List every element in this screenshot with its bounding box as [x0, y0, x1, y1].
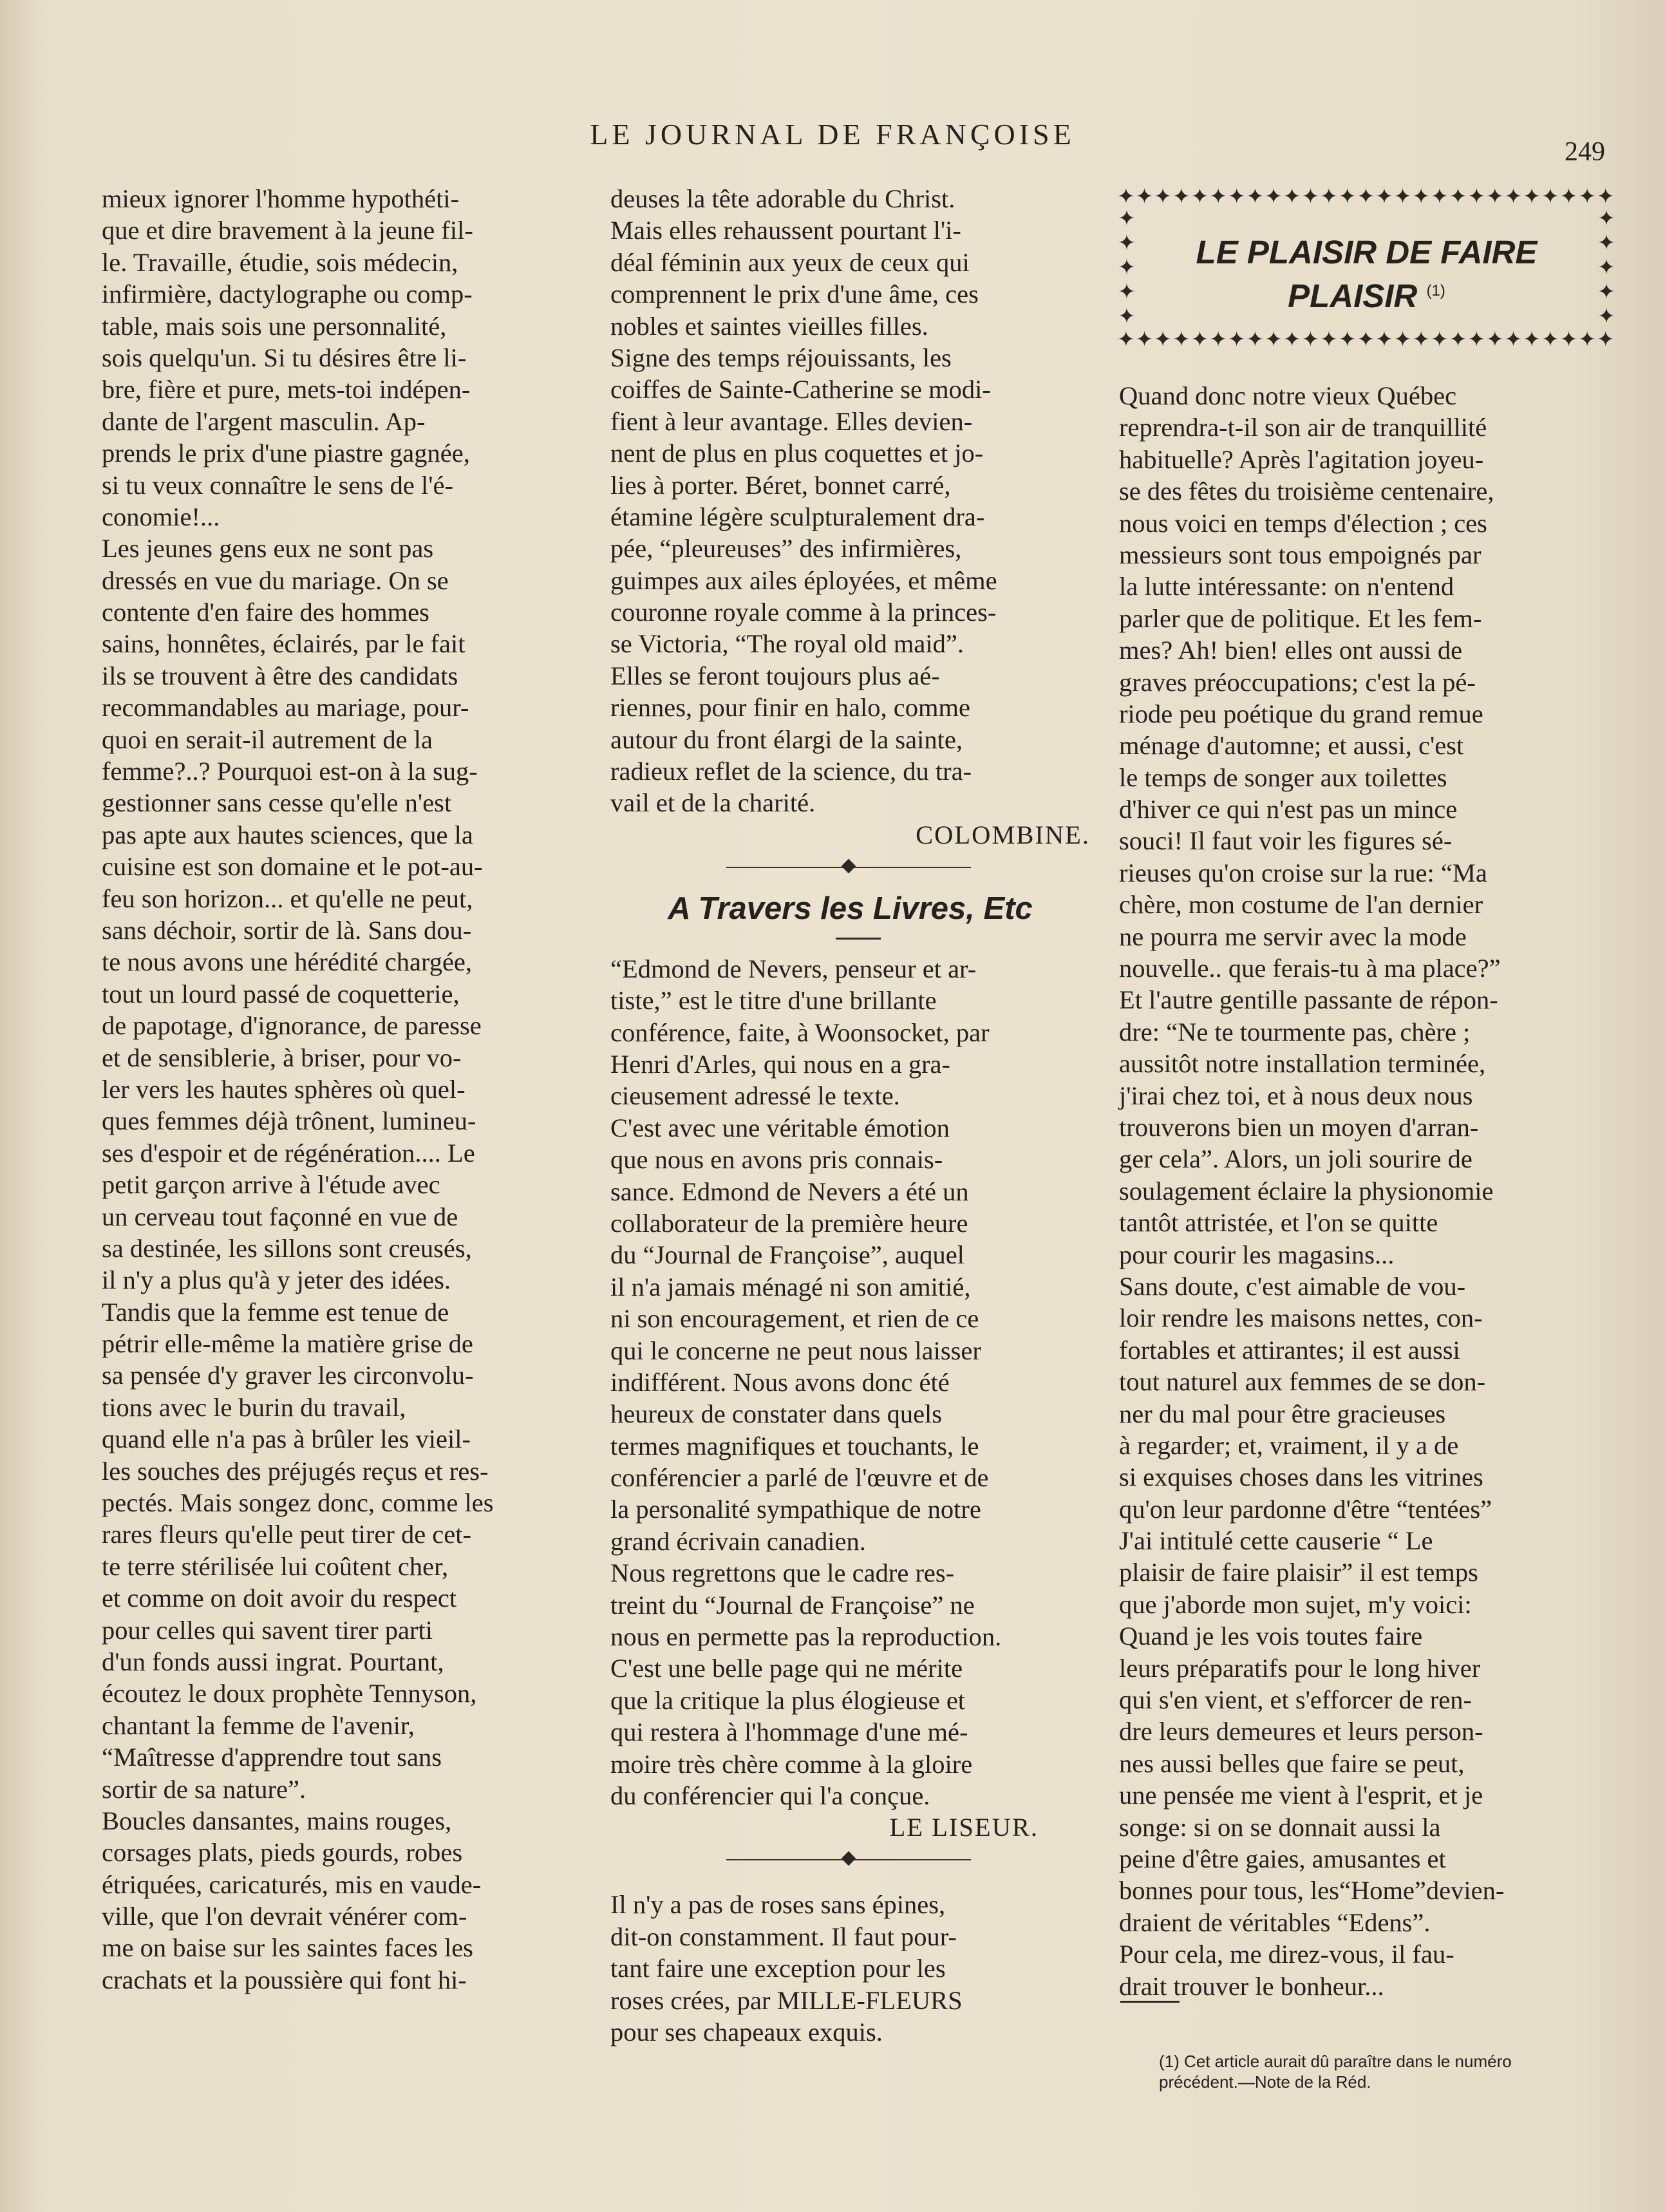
text-line: conférence, faite, à Woonsocket, par	[610, 1017, 990, 1047]
text-line: sortir de sa nature”.	[102, 1774, 306, 1804]
ornamental-rule	[610, 851, 1090, 884]
text-line: rieuses qu'on croise sur la rue: “Ma	[1119, 858, 1487, 887]
text-line: messieurs sont tous empoignés par	[1119, 540, 1482, 569]
text-line: le temps de songer aux toilettes	[1119, 762, 1447, 792]
text-line: autour du front élargi de la sainte,	[610, 724, 963, 754]
text-line: la personalité sympathique de notre	[610, 1495, 981, 1524]
text-line: corsages plats, pieds gourds, robes	[102, 1838, 463, 1867]
article-title-line2: PLAISIR	[1288, 278, 1418, 314]
text-line: sa destinée, les sillons sont creusés,	[102, 1233, 472, 1263]
text-line: heureux de constater dans quels	[610, 1399, 943, 1429]
text-line: Il n'y a pas de roses sans épines,	[610, 1890, 946, 1920]
text-line: nous voici en temps d'élection ; ces	[1119, 508, 1487, 538]
text-line: que nous en avons pris connais-	[610, 1145, 943, 1175]
text-line: me on baise sur les saintes faces les	[102, 1933, 473, 1963]
article-title-box	[1117, 187, 1616, 348]
article-title-line1: LE PLAISIR DE FAIRE	[1196, 234, 1538, 270]
text-line: lies à porter. Béret, bonnet carré,	[610, 470, 951, 500]
text-line: tiste,” est le titre d'une brillante	[610, 986, 937, 1016]
text-line: cieusement adressé le texte.	[610, 1081, 900, 1111]
text-line: bonnes pour tous, les“Home”devien-	[1119, 1876, 1505, 1905]
text-line: plaisir de faire plaisir” il est temps	[1119, 1558, 1478, 1587]
text-line: indifférent. Nous avons donc été	[610, 1367, 950, 1397]
text-line: C'est avec une véritable émotion	[610, 1113, 950, 1142]
text-line: Boucles dansantes, mains rouges,	[102, 1806, 452, 1835]
text-line: que la critique la plus élogieuse et	[610, 1685, 966, 1715]
ornamental-border-bottom: ✦✦✦✦✦✦✦✦✦✦✦✦✦✦✦✦✦✦✦✦✦✦✦✦✦✦✦	[1117, 330, 1615, 349]
column-middle	[610, 183, 1090, 2048]
text-line: Tandis que la femme est tenue de	[102, 1297, 449, 1327]
text-line: treint du “Journal de Françoise” ne	[610, 1590, 975, 1620]
text-line: pectés. Mais songez donc, comme les	[102, 1488, 494, 1518]
text-line: sance. Edmond de Nevers a été un	[610, 1177, 969, 1206]
text-line: d'hiver ce qui n'est pas un mince	[1119, 795, 1458, 824]
text-line: le. Travaille, étudie, sois médecin,	[102, 247, 458, 277]
column-right	[1119, 380, 1615, 2002]
heading-underline	[610, 934, 1090, 953]
text-line: nes aussi belles que faire se peut,	[1119, 1748, 1465, 1778]
text-line: du “Journal de Françoise”, auquel	[610, 1240, 964, 1270]
text-line: sois quelqu'un. Si tu désires être li-	[102, 343, 467, 372]
text-line: gestionner sans cesse qu'elle n'est	[102, 788, 452, 818]
page-number: 249	[1565, 137, 1605, 167]
text-line: pétrir elle-même la matière grise de	[102, 1329, 473, 1359]
text-line: infirmière, dactylographe ou comp-	[102, 279, 473, 309]
text-line: Henri d'Arles, qui nous en a gra-	[610, 1049, 951, 1079]
text-line: étriquées, caricaturés, mis en vaude-	[102, 1869, 482, 1899]
text-line: il n'a jamais ménagé ni son amitié,	[610, 1272, 971, 1301]
text-line: prends le prix d'une piastre gagnée,	[102, 439, 470, 468]
text-line: moire très chère comme à la gloire	[610, 1749, 973, 1779]
text-line: les souches des préjugés reçus et res-	[102, 1456, 489, 1486]
text-line: tant faire une exception pour les	[610, 1954, 946, 1983]
text-line: et comme on doit avoir du respect	[102, 1583, 457, 1613]
text-line: te terre stérilisée lui coûtent cher,	[102, 1551, 449, 1581]
text-line: nous en permette pas la reproduction.	[610, 1622, 1002, 1652]
text-line: j'irai chez toi, et à nous deux nous	[1119, 1081, 1473, 1110]
text-line: si tu veux connaître le sens de l'é-	[102, 470, 453, 500]
text-line: que et dire bravement à la jeune fil-	[102, 216, 473, 245]
ornamental-rule	[610, 1844, 1090, 1876]
ornamental-border-top: ✦✦✦✦✦✦✦✦✦✦✦✦✦✦✦✦✦✦✦✦✦✦✦✦✦✦✦	[1117, 187, 1615, 206]
text-line: soulagement éclaire la physionomie	[1119, 1176, 1494, 1205]
text-line: recommandables au mariage, pour-	[102, 693, 469, 723]
text-line: ner du mal pour être gracieuses	[1119, 1399, 1446, 1428]
footnote-rule	[1120, 2001, 1180, 2003]
text-line: reprendra-t-il son air de tranquillité	[1119, 413, 1487, 442]
text-line: Pour cela, me direz-vous, il fau-	[1119, 1940, 1454, 1969]
text-line: rares fleurs qu'elle peut tirer de cet-	[102, 1520, 472, 1549]
text-line: une pensée me vient à l'esprit, et je	[1119, 1781, 1483, 1810]
text-line: te nous avons une hérédité chargée,	[102, 947, 473, 977]
text-line: dre: “Ne te tourmente pas, chère ;	[1119, 1017, 1471, 1046]
text-line: pour ses chapeaux exquis.	[610, 2017, 883, 2047]
text-line: nouvelle.. que ferais-tu à ma place?”	[1119, 954, 1501, 983]
text-line: ville, que l'on devrait vénérer com-	[102, 1902, 467, 1931]
text-line: graves préoccupations; c'est la pé-	[1119, 667, 1476, 697]
text-line: conférencier a parlé de l'œuvre et de	[610, 1463, 989, 1493]
text-line: Elles se feront toujours plus aé-	[610, 661, 940, 690]
text-line: qu'on leur pardonne d'être “tentées”	[1119, 1494, 1492, 1524]
text-line: dressés en vue du mariage. On se	[102, 565, 449, 595]
text-line: Et l'autre gentille passante de répon-	[1119, 985, 1498, 1015]
text-line: étamine légère sculpturalement dra-	[610, 502, 985, 531]
text-line: pas apte aux hautes sciences, que la	[102, 820, 473, 849]
text-line: “Maîtresse d'apprendre tout sans	[102, 1743, 442, 1772]
text-line: qui restera à l'hommage d'une mé-	[610, 1717, 968, 1747]
article-livres-text	[610, 953, 1090, 1812]
text-line: comprennent le prix d'une âme, ces	[610, 279, 979, 309]
text-line: leurs préparatifs pour le long hiver	[1119, 1653, 1481, 1683]
text-line: tout naturel aux femmes de se don-	[1119, 1367, 1486, 1397]
text-line: tout un lourd passé de coquetterie,	[102, 979, 460, 1008]
text-line: vail et de la charité.	[610, 788, 816, 818]
signature-liseur: LE LISEUR.	[889, 1813, 1039, 1842]
text-line: loir rendre les maisons nettes, con-	[1119, 1303, 1483, 1333]
text-line: drait trouver le bonheur...	[1119, 1971, 1384, 2001]
text-line: quand elle n'a pas à brûler les vieil-	[102, 1424, 471, 1454]
text-line: se Victoria, “The royal old maid”.	[610, 629, 964, 659]
text-line: roses crées, par MILLE-FLEURS	[610, 1985, 963, 2015]
text-line: il n'y a plus qu'à y jeter des idées.	[102, 1265, 451, 1295]
text-line: mes? Ah! bien! elles ont aussi de	[1119, 636, 1463, 665]
text-line: écoutez le doux prophète Tennyson,	[102, 1679, 477, 1708]
text-line: petit garçon arrive à l'étude avec	[102, 1170, 440, 1200]
text-line: parler que de politique. Et les fem-	[1119, 603, 1482, 633]
text-line: fient à leur avantage. Elles devien-	[610, 406, 973, 436]
text-line: pour celles qui savent tirer parti	[102, 1615, 433, 1645]
text-line: Signe des temps réjouissants, les	[610, 343, 952, 372]
text-line: d'un fonds aussi ingrat. Pourtant,	[102, 1647, 444, 1676]
text-line: termes magnifiques et touchants, le	[610, 1431, 979, 1460]
text-line: un cerveau tout façonné en vue de	[102, 1202, 458, 1231]
text-line: feu son horizon... et qu'elle ne peut,	[102, 884, 473, 913]
text-line: mieux ignorer l'homme hypothéti-	[102, 184, 460, 213]
text-line: et de sensiblerie, à briser, pour vo-	[102, 1043, 462, 1072]
text-line: peine d'être gaies, amusantes et	[1119, 1844, 1446, 1873]
text-line: dre leurs demeures et leurs person-	[1119, 1717, 1483, 1746]
text-line: deuses la tête adorable du Christ.	[610, 184, 955, 213]
text-line: du conférencier qui l'a conçue.	[610, 1781, 930, 1810]
text-line: collaborateur de la première heure	[610, 1208, 968, 1238]
footnote	[1159, 2051, 1629, 2092]
article-millefleurs-text	[610, 1889, 1090, 2048]
text-line: ils se trouvent à être des candidats	[102, 661, 458, 690]
text-line: ménage d'automne; et aussi, c'est	[1119, 731, 1464, 761]
text-line: draient de véritables “Edens”.	[1119, 1907, 1431, 1937]
article-colombine-text	[610, 183, 1090, 819]
text-line: de papotage, d'ignorance, de paresse	[102, 1011, 482, 1041]
text-line: ni son encouragement, et rien de ce	[610, 1304, 979, 1334]
text-line: Les jeunes gens eux ne sont pas	[102, 534, 434, 563]
text-line: “Edmond de Nevers, penseur et ar-	[610, 954, 977, 983]
text-line: la lutte intéressante: on n'entend	[1119, 572, 1454, 601]
text-line: coiffes de Sainte-Catherine se modi-	[610, 375, 991, 404]
text-line: sa pensée d'y graver les circonvolu-	[102, 1361, 474, 1390]
text-line: qui le concerne ne peut nous laisser	[610, 1336, 981, 1365]
text-line: pée, “pleureuses” des infirmières,	[610, 534, 962, 563]
text-line: se des fêtes du troisième centenaire,	[1119, 477, 1494, 506]
article-title	[1143, 233, 1590, 316]
footnote-line: (1) Cet article aurait dû paraître dans le numéro	[1159, 2052, 1512, 2071]
text-line: Sans doute, c'est aimable de vou-	[1119, 1271, 1466, 1301]
text-line: que j'aborde mon sujet, m'y voici:	[1119, 1589, 1472, 1619]
text-line: quoi en serait-il autrement de la	[102, 724, 433, 754]
text-line: tantôt attristée, et l'on se quitte	[1119, 1208, 1438, 1238]
text-line: si exquises choses dans les vitrines	[1119, 1462, 1483, 1492]
text-line: conomie!...	[102, 502, 220, 531]
text-line: ques femmes déjà trônent, lumineu-	[102, 1106, 476, 1136]
text-line: sans déchoir, sortir de là. Sans dou-	[102, 915, 472, 945]
text-line: aussitôt notre installation terminée,	[1119, 1049, 1486, 1079]
text-line: chère, mon costume de l'an dernier	[1119, 890, 1483, 920]
text-line: J'ai intitulé cette causerie “ Le	[1119, 1526, 1433, 1556]
text-line: grand écrivain canadien.	[610, 1526, 866, 1556]
footnote-marker: (1)	[1426, 282, 1445, 299]
text-line: habituelle? Après l'agitation joyeu-	[1119, 444, 1484, 474]
text-line: ne pourra me servir avec la mode	[1119, 922, 1467, 951]
ornamental-border-left: ✦ ✦ ✦ ✦ ✦	[1118, 205, 1136, 328]
text-line: nent de plus en plus coquettes et jo-	[610, 439, 984, 468]
text-line: Quand donc notre vieux Québec	[1119, 381, 1457, 410]
text-line: dante de l'argent masculin. Ap-	[102, 406, 426, 436]
text-line: fortables et attirantes; il est aussi	[1119, 1335, 1460, 1365]
text-line: cuisine est son domaine et le pot-au-	[102, 852, 483, 882]
text-line: bre, fière et pure, mets-toi indépen-	[102, 375, 471, 404]
running-header: LE JOURNAL DE FRANÇOISE	[590, 118, 1075, 151]
section-heading: A Travers les Livres, Etc	[668, 891, 1033, 926]
text-line: qui s'en vient, et s'efforcer de ren-	[1119, 1685, 1472, 1715]
text-line: Quand je les vois toutes faire	[1119, 1621, 1423, 1651]
text-line: contente d'en faire des hommes	[102, 598, 429, 627]
text-line: nobles et saintes vieilles filles.	[610, 311, 928, 341]
ornamental-border-right: ✦ ✦ ✦ ✦ ✦	[1597, 205, 1615, 328]
text-line: tions avec le burin du travail,	[102, 1392, 406, 1422]
text-line: trouverons bien un moyen d'arran-	[1119, 1112, 1479, 1142]
text-line: table, mais sois une personnalité,	[102, 311, 447, 341]
text-line: déal féminin aux yeux de ceux qui	[610, 247, 970, 277]
footnote-line: précédent.—Note de la Réd.	[1159, 2072, 1371, 2092]
column-left	[102, 183, 597, 1996]
signature-colombine: COLOMBINE.	[916, 820, 1090, 849]
text-line: couronne royale comme à la princes-	[610, 598, 997, 627]
text-line: souci! Il faut voir les figures sé-	[1119, 826, 1453, 856]
text-line: dit-on constamment. Il faut pour-	[610, 1922, 957, 1951]
text-line: guimpes aux ailes éployées, et même	[610, 565, 997, 595]
text-line: ger cela”. Alors, un joli sourire de	[1119, 1144, 1472, 1174]
text-line: riennes, pour finir en halo, comme	[610, 693, 970, 723]
text-line: radieux reflet de la science, du tra-	[610, 757, 972, 786]
text-line: ses d'espoir et de régénération.... Le	[102, 1138, 475, 1167]
text-line: ler vers les hautes sphères où quel-	[102, 1074, 466, 1104]
text-line: C'est une belle page qui ne mérite	[610, 1654, 963, 1683]
text-line: à regarder; et, vraiment, il y a de	[1119, 1430, 1459, 1460]
text-line: Nous regrettons que le cadre res-	[610, 1558, 955, 1588]
text-line: femme?..? Pourquoi est-on à la sug-	[102, 757, 478, 786]
text-line: Mais elles rehaussent pourtant l'i-	[610, 216, 961, 245]
text-line: crachats et la poussière qui font hi-	[102, 1965, 467, 1994]
text-line: pour courir les magasins...	[1119, 1240, 1395, 1269]
text-line: riode peu poétique du grand remue	[1119, 699, 1483, 728]
text-line: chantant la femme de l'avenir,	[102, 1710, 415, 1740]
text-line: songe: si on se donnait aussi la	[1119, 1812, 1441, 1842]
text-line: sains, honnêtes, éclairés, par le fait	[102, 629, 466, 659]
